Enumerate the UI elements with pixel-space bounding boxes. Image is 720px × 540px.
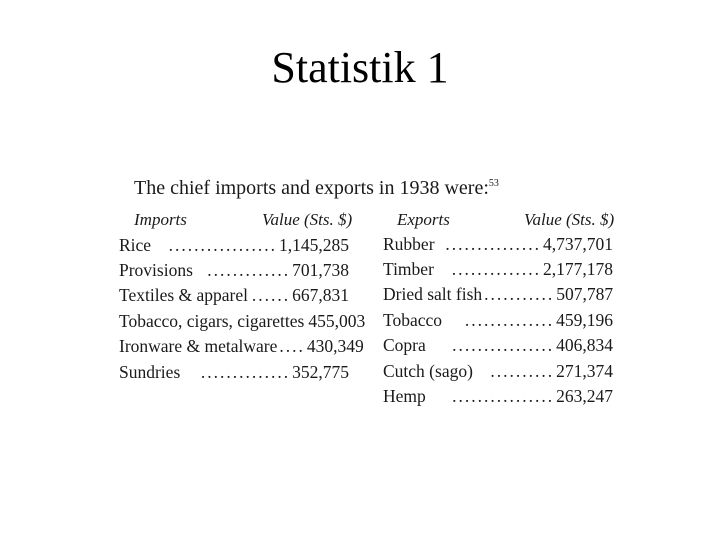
leader-dots: .................: [168, 235, 277, 255]
exports-row: [383, 232, 613, 256]
exports-value-heading: Value (Sts. $): [524, 210, 615, 229]
leader-dots: ...........: [484, 284, 555, 304]
import-value: 352,775: [292, 362, 349, 382]
import-value: 1,145,285: [279, 235, 349, 255]
exports-row: [383, 282, 613, 306]
exports-row: [383, 308, 613, 332]
import-label: Textiles & apparel: [119, 285, 249, 305]
import-value: 667,831: [292, 285, 349, 305]
leader-dots: ..............: [200, 362, 291, 382]
import-value: 455,003: [308, 311, 366, 331]
leader-dots: ......: [251, 285, 291, 305]
export-label: Copra: [383, 335, 426, 355]
leader-dots: .............: [207, 260, 291, 280]
imports-row: [119, 283, 349, 307]
export-value: 271,374: [556, 361, 613, 381]
imports-heading: Imports: [134, 210, 187, 229]
leader-dots: ..............: [464, 310, 555, 330]
exports-row: [383, 359, 613, 383]
import-label: Tobacco, cigars, cigarettes: [119, 311, 305, 331]
leader-dots: ....: [279, 336, 305, 356]
leader-dots: ................: [452, 335, 555, 355]
imports-row: [119, 258, 349, 282]
export-value: 507,787: [556, 284, 614, 304]
exports-row: [383, 384, 613, 408]
export-label: Hemp: [383, 386, 426, 406]
exports-row: [383, 257, 613, 281]
export-label: Rubber: [383, 234, 435, 254]
import-label: Sundries: [119, 362, 181, 382]
imports-row: [119, 309, 366, 333]
export-label: Timber: [383, 259, 434, 279]
slide-title: Statistik 1: [271, 43, 449, 92]
import-label: Ironware & metalware: [119, 336, 278, 356]
intro-text: The chief imports and exports in 1938 were:: [134, 177, 489, 199]
leader-dots: ..............: [451, 259, 541, 279]
imports-value-heading: Value (Sts. $): [262, 210, 353, 229]
export-label: Tobacco: [383, 310, 443, 330]
export-value: 2,177,178: [543, 259, 613, 279]
leader-dots: ..........: [490, 361, 555, 381]
export-value: 406,834: [556, 335, 613, 355]
leader-dots: ...............: [445, 234, 541, 254]
import-label: Rice: [119, 235, 152, 255]
leader-dots: ................: [452, 386, 555, 406]
export-label: Cutch (sago): [383, 361, 473, 381]
export-value: 263,247: [556, 386, 613, 406]
imports-row: [119, 360, 349, 384]
import-value: 430,349: [306, 336, 364, 356]
footnote-marker: 53: [488, 178, 499, 189]
import-label: Provisions: [119, 260, 193, 280]
export-value: 459,196: [556, 310, 613, 330]
exports-row: [383, 333, 613, 357]
export-value: 4,737,701: [543, 234, 613, 254]
imports-row: [119, 233, 349, 257]
scanned-table: [116, 168, 621, 412]
import-value: 701,738: [292, 260, 349, 280]
export-label: Dried salt fish: [383, 284, 483, 304]
exports-heading: Exports: [397, 210, 450, 229]
imports-row: [119, 334, 364, 358]
table-intro: [134, 172, 499, 200]
